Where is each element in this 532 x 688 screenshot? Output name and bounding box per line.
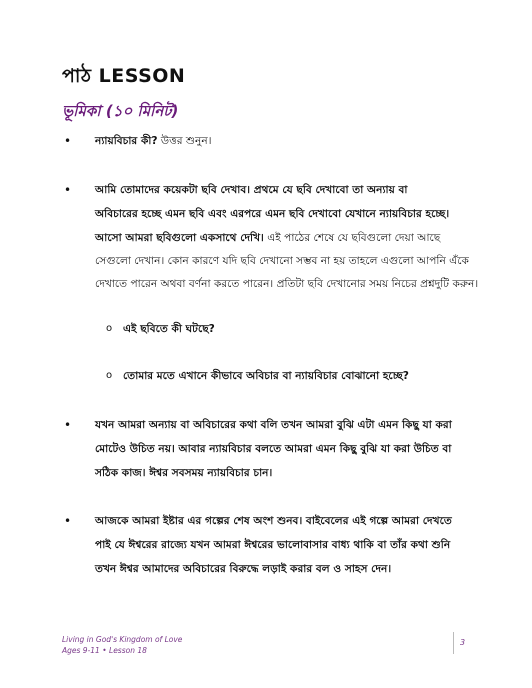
bullet-2-line-3-rest: এই পাঠের শেষে যে ছবিগুলো দেয়া আছে: [263, 232, 441, 244]
section-heading: ভূমিকা (১০ মিনিট): [62, 102, 179, 120]
bullet-marker: •: [64, 183, 72, 197]
bullet-2-line-3: [95, 231, 440, 245]
bullet-marker: •: [64, 514, 72, 528]
footer-divider: [453, 632, 454, 654]
page-number: 3: [460, 638, 466, 647]
footer-course-info: [62, 634, 182, 656]
sub-bullet-2: তোমার মতে এখানে কীভাবে অবিচার বা ন্যায়বিচার বোঝানো হচ্ছে?: [123, 370, 409, 382]
bullet-1-bold: ন্যায়বিচার কী?: [95, 135, 158, 147]
footer-course-title: Living in God's Kingdom of Love: [62, 635, 183, 644]
bullet-1-rest: উত্তর শুনুন।: [157, 135, 212, 147]
bullet-2-line-1: আমি তোমাদের কয়েকটা ছবি দেখাব। প্রথমে যে ছবি দেখাবো তা অন্যায় বা: [95, 184, 408, 196]
sub-bullet-marker: o: [106, 370, 113, 381]
bullet-3-line-3: সঠিক কাজ। ঈশ্বর সবসময় ন্যায়বিচার চান।: [95, 467, 273, 479]
bullet-3-line-2: মোটেও উচিত নয়। আবার ন্যায়বিচার বলতে আমরা এমন কিছু বুঝি যা করা উচিত বা: [95, 443, 452, 455]
sub-bullet-1: এই ছবিতে কী ঘটছে?: [123, 323, 215, 335]
bullet-2-line-5: দেখাতে পারেন অথবা বর্ণনা করতে পারেন। প্রতিটা ছবি দেখানোর সময় নিচের প্রশ্নদুটি করুন।: [95, 278, 479, 290]
bullet-1-text: [95, 134, 211, 148]
sub-bullet-marker: o: [106, 323, 113, 334]
bullet-2-line-3-bold: আসো আমরা ছবিগুলো একসাথে দেখি।: [95, 232, 264, 244]
bullet-2-line-4: সেগুলো দেখান। কোন কারণে যদি ছবি দেখানো সম্ভব না হয় তাহলে এগুলো আপনি এঁকে: [95, 255, 469, 267]
page-title: পাঠ LESSON: [62, 65, 186, 87]
bullet-4-line-3: তখন ঈশ্বর আমাদের অবিচারের বিরুদ্ধে লড়াই করার বল ও সাহস দেন।: [95, 563, 392, 575]
footer-lesson-info: Ages 9-11 • Lesson 18: [62, 646, 147, 655]
bullet-2-line-2: অবিচারের হচ্ছে এমন ছবি এবং এরপরে এমন ছবি দেখাবো যেখানে ন্যায়বিচার হচ্ছে।: [95, 208, 450, 220]
bullet-4-line-1: আজকে আমরা ইষ্টার এর গল্পের শেষ অংশ শুনব। বাইবেলের এই গল্পে আমরা দেখতে: [95, 515, 452, 527]
bullet-4-line-2: পাই যে ঈশ্বরের রাজ্যে যখন আমরা ঈশ্বরের ভালোবাসার বাধ্য থাকি বা তাঁর কথা শুনি: [95, 539, 451, 551]
bullet-marker: •: [64, 418, 72, 432]
bullet-marker: •: [64, 134, 72, 148]
bullet-3-line-1: যখন আমরা অন্যায় বা অবিচারের কথা বলি তখন আমরা বুঝি এটা এমন কিছু যা করা: [95, 419, 452, 431]
